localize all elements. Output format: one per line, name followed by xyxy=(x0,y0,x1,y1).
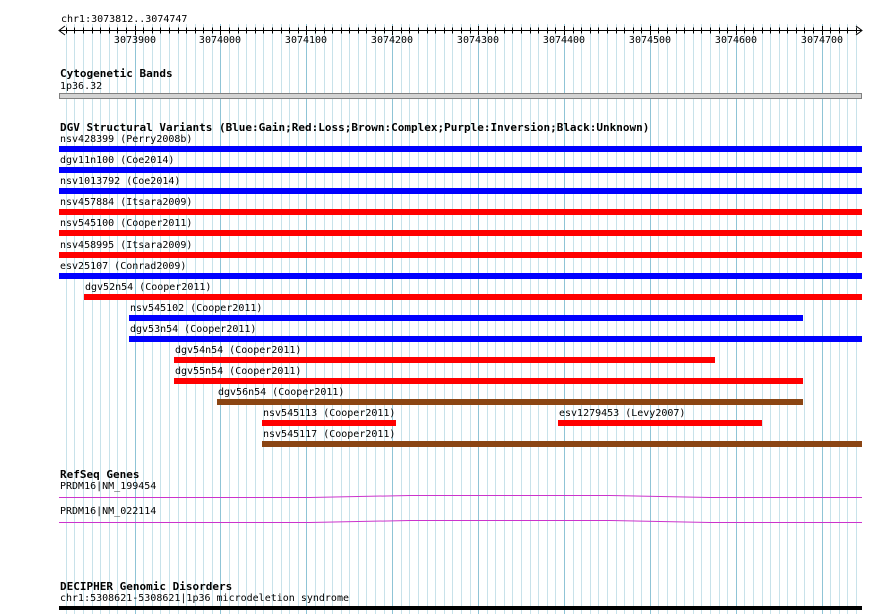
cytogenetic-band-label: 1p36.32 xyxy=(60,81,103,92)
variant-label[interactable]: nsv1013792 (Coe2014) xyxy=(60,176,181,187)
variant-bar[interactable] xyxy=(59,146,862,152)
ruler-tick-label: 3074300 xyxy=(456,35,500,46)
variant-bar[interactable] xyxy=(262,441,862,447)
variant-label[interactable]: dgv54n54 (Cooper2011) xyxy=(175,345,302,356)
variant-bar[interactable] xyxy=(59,167,862,173)
variant-bar[interactable] xyxy=(174,378,803,384)
variant-bar[interactable] xyxy=(129,336,862,342)
ruler-tick-label: 3074100 xyxy=(284,35,328,46)
decipher-feature[interactable] xyxy=(59,606,862,610)
variant-bar[interactable] xyxy=(129,315,803,321)
variant-label[interactable]: nsv545117 (Cooper2011) xyxy=(263,429,396,440)
variant-bar[interactable] xyxy=(59,230,862,236)
variant-label[interactable]: dgv53n54 (Cooper2011) xyxy=(130,324,257,335)
variant-bar[interactable] xyxy=(59,188,862,194)
variant-bar[interactable] xyxy=(59,252,862,258)
variant-bar[interactable] xyxy=(262,420,396,426)
variant-label[interactable]: esv1279453 (Levy2007) xyxy=(559,408,686,419)
variant-label[interactable]: esv25107 (Conrad2009) xyxy=(60,261,187,272)
ruler-tick-label: 3073900 xyxy=(113,35,157,46)
variant-bar[interactable] xyxy=(217,399,803,405)
variant-bar[interactable] xyxy=(59,209,862,215)
decipher-entry-label[interactable]: chr1:5308621-5308621|1p36 microdeletion syndrome xyxy=(60,593,349,604)
gene-label[interactable]: PRDM16|NM_022114 xyxy=(60,506,157,517)
variant-label[interactable]: dgv52n54 (Cooper2011) xyxy=(85,282,212,293)
cytogenetic-band[interactable] xyxy=(59,93,862,99)
variant-label[interactable]: dgv11n100 (Coe2014) xyxy=(60,155,175,166)
gene-label[interactable]: PRDM16|NM_199454 xyxy=(60,481,157,492)
variant-bar[interactable] xyxy=(59,273,862,279)
gene-intron-line[interactable] xyxy=(0,493,890,501)
variant-label[interactable]: nsv545102 (Cooper2011) xyxy=(130,303,263,314)
variant-label[interactable]: nsv545100 (Cooper2011) xyxy=(60,218,193,229)
ruler-tick-label: 3074000 xyxy=(198,35,242,46)
location-label: chr1:3073812..3074747 xyxy=(61,14,188,25)
variant-label[interactable]: nsv457884 (Itsara2009) xyxy=(60,197,193,208)
refseq-title: RefSeq Genes xyxy=(60,468,140,481)
cytogenetic-title: Cytogenetic Bands xyxy=(60,67,173,80)
decipher-title: DECIPHER Genomic Disorders xyxy=(60,580,233,593)
ruler-tick-label: 3074700 xyxy=(800,35,844,46)
variant-bar[interactable] xyxy=(84,294,862,300)
ruler-tick-label: 3074500 xyxy=(628,35,672,46)
variant-bar[interactable] xyxy=(174,357,715,363)
variant-label[interactable]: nsv545113 (Cooper2011) xyxy=(263,408,396,419)
ruler-tick-label: 3074400 xyxy=(542,35,586,46)
variant-label[interactable]: nsv428399 (Perry2008b) xyxy=(60,134,193,145)
gene-intron-line[interactable] xyxy=(0,518,890,526)
dgv-title: DGV Structural Variants (Blue:Gain;Red:Loss;Brown:Complex;Purple:Inversion;Black:Unknown) xyxy=(60,121,650,134)
variant-bar[interactable] xyxy=(558,420,762,426)
ruler-tick-label: 3074200 xyxy=(370,35,414,46)
variant-label[interactable]: dgv56n54 (Cooper2011) xyxy=(218,387,345,398)
ruler-tick-label: 3074600 xyxy=(714,35,758,46)
variant-label[interactable]: nsv458995 (Itsara2009) xyxy=(60,240,193,251)
variant-label[interactable]: dgv55n54 (Cooper2011) xyxy=(175,366,302,377)
